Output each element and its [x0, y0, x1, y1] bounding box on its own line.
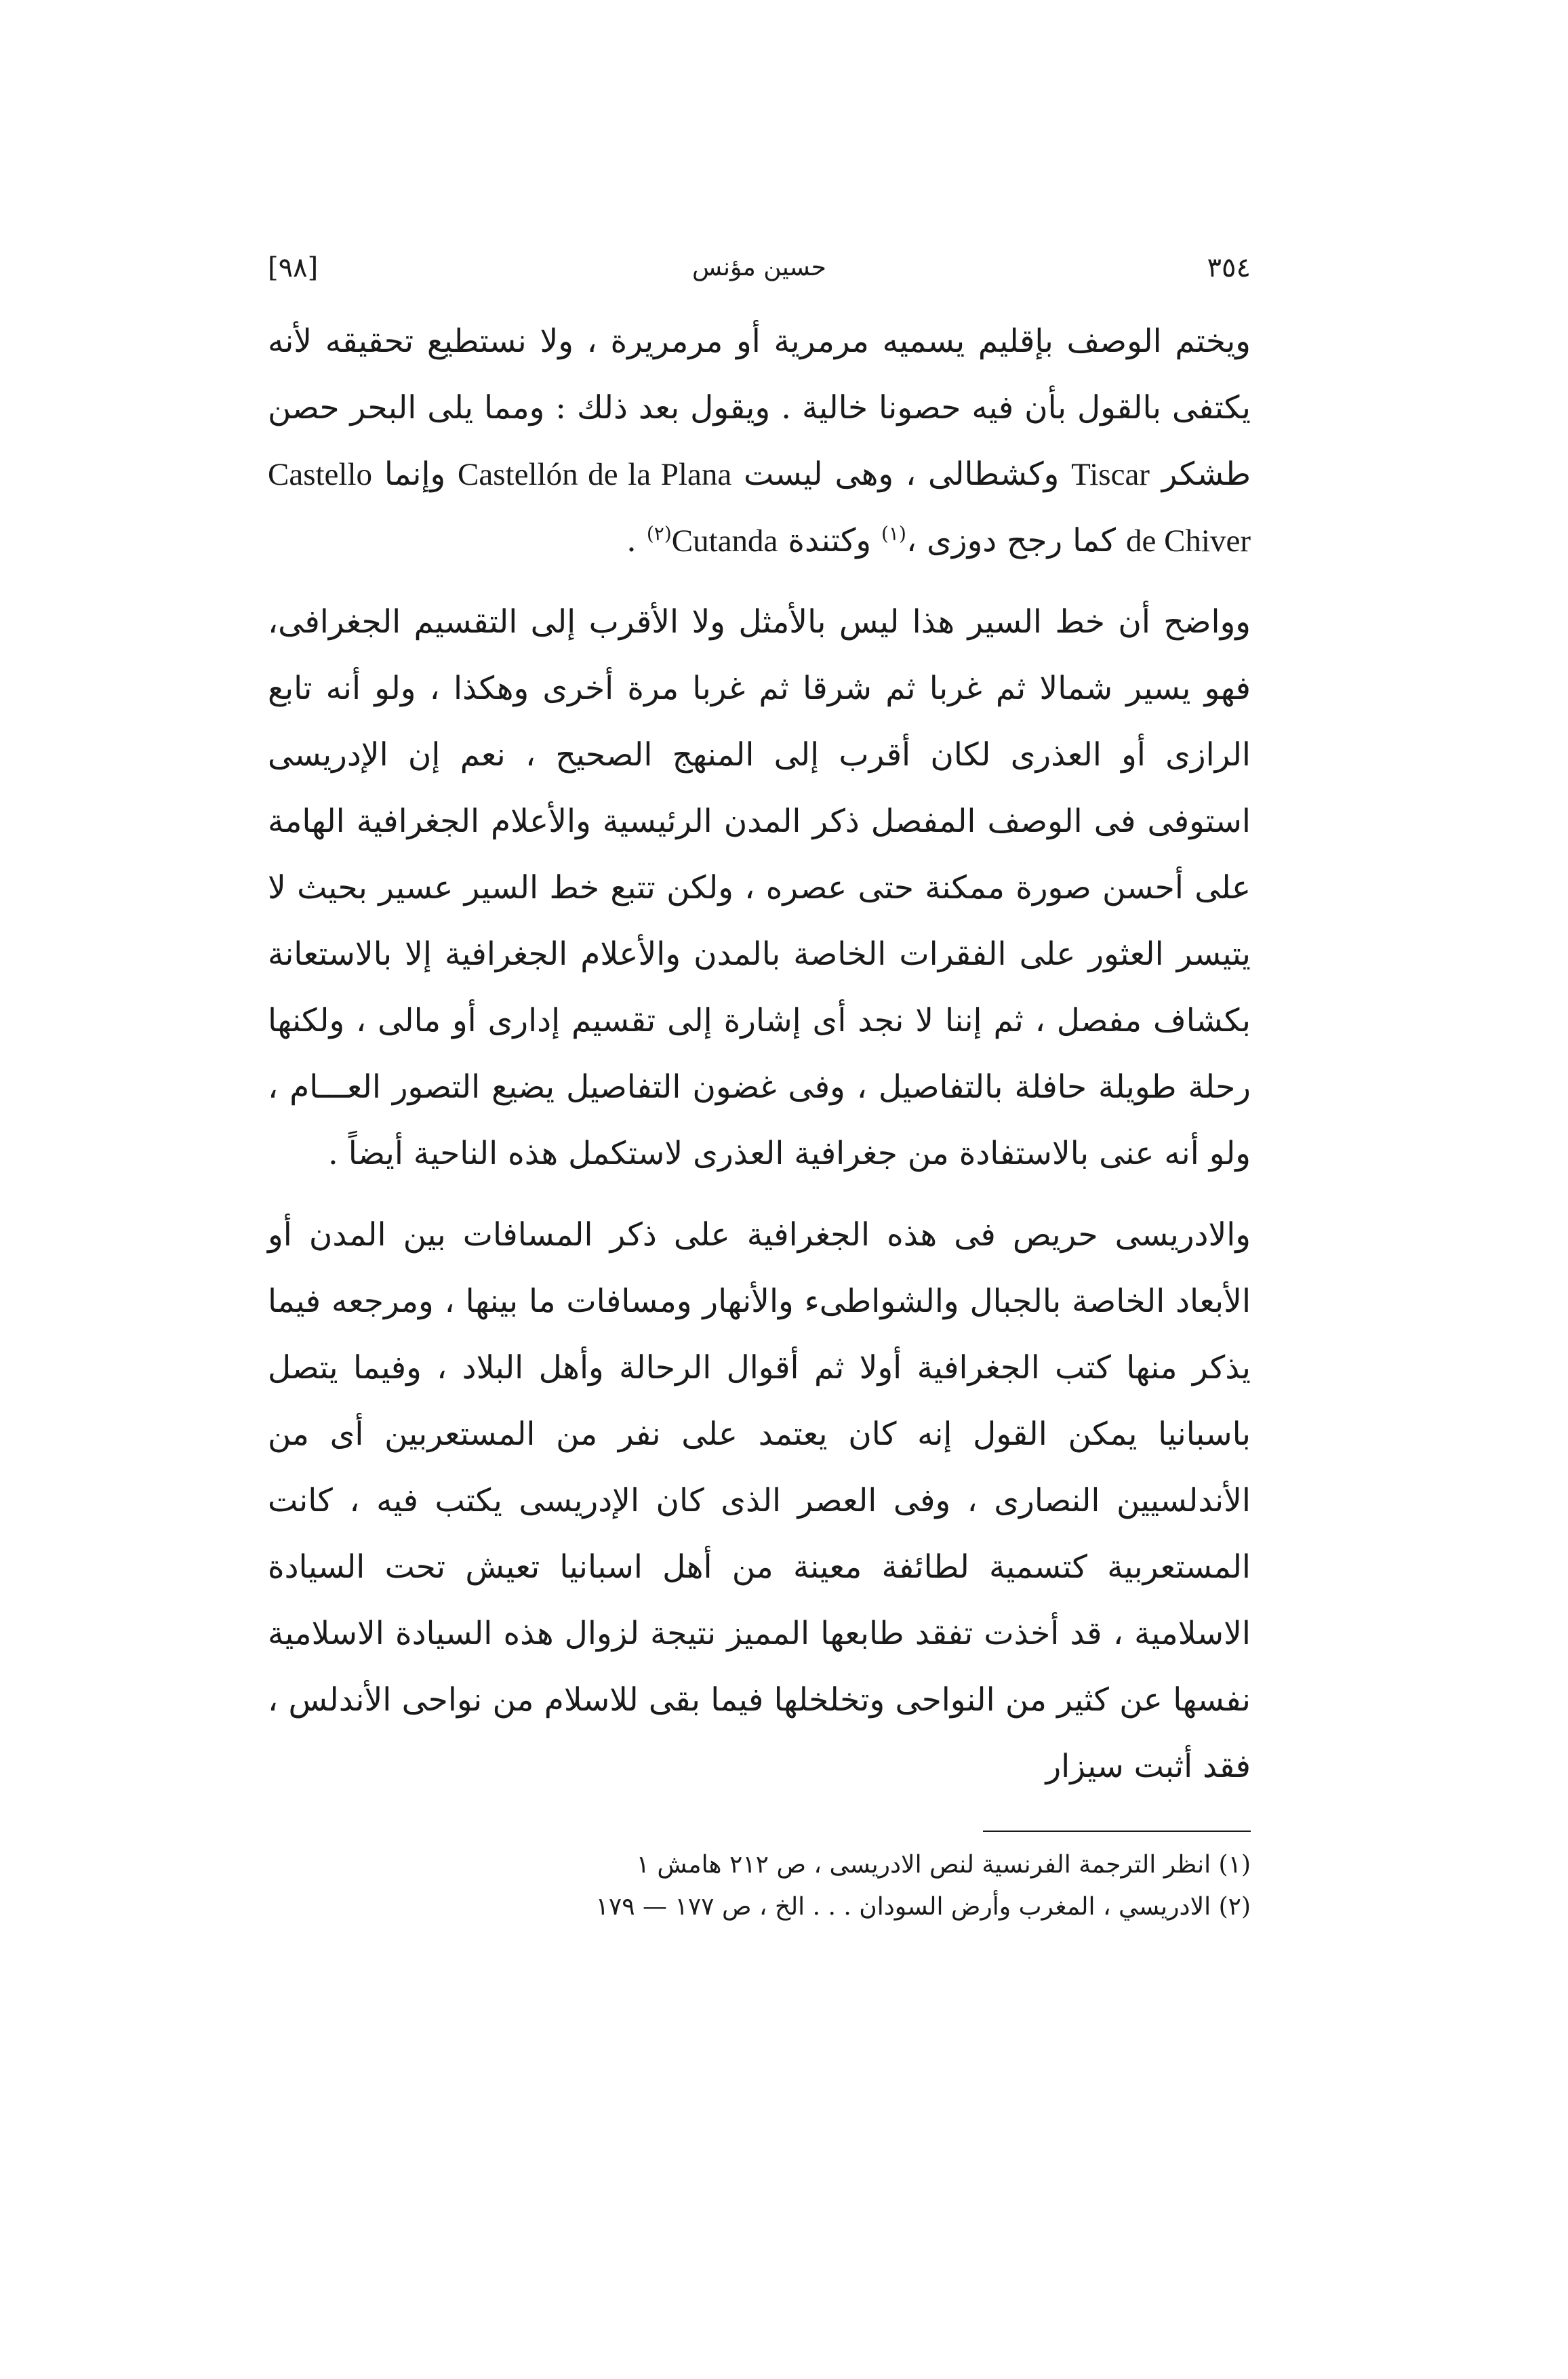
- original-page-marker: [٩٨]: [268, 252, 319, 283]
- footnotes: [268, 1844, 1251, 1928]
- book-page: [268, 244, 1251, 1928]
- footnote-1: (١) انظر الترجمة الفرنسية لنص الادريسى ، ص ٢١٢ هامش ١: [636, 1851, 1251, 1879]
- paragraph-1-text-e: وإنما: [372, 456, 458, 493]
- latin-name-cutanda: Cutanda: [671, 523, 778, 559]
- running-head-author: حسين مؤنس: [692, 254, 826, 281]
- paragraph-2: وواضح أن خط السير هذا ليس بالأمثل ولا الأقرب إلى التقسيم الجغرافى، فهو يسير شمالا ثم غربا ثم شرقا ثم غربا مرة أخرى وهكذا ، ولو أنه تابع الرازى أو العذرى لكان أقرب إلى المنهج الصحيح ، نعم إن الإدريسى استوفى فى الوصف المفصل ذكر المدن الرئيسية والأعلام الجغرافية الهامة على أحسن صورة ممكنة حتى عصره ، ولكن تتبع خط السير عسير بحيث لا يتيسر العثور على الفقرات الخاصة بالمدن والأعلام الجغرافية إلا بالاستعانة بكشاف مفصل ، ثم إننا لا نجد أى إشارة إلى تقسيم إدارى أو مالى ، ولكنها رحلة طويلة حافلة بالتفاصيل ، وفى غضون التفاصيل يضيع التصور العـــام ، ولو أنه عنى بالاستفادة من جغرافية العذرى لاستكمل هذه الناحية أيضاً .: [268, 603, 1251, 1172]
- paragraph-3: والادريسى حريص فى هذه الجغرافية على ذكر المسافات بين المدن أو الأبعاد الخاصة بالجبال والشواطىء والأنهار ومسافات ما بينها ، ومرجعه فيما يذكر منها كتب الجغرافية أولا ثم أقوال الرحالة وأهل البلاد ، وفيما يتصل باسبانيا يمكن القول إنه كان يعتمد على نفر من المستعربين أى من الأندلسيين النصارى ، وفى العصر الذى كان الإدريسى يكتب فيه ، كانت المستعربية كتسمية لطائفة معينة من أهل اسبانيا تعيش تحت السيادة الاسلامية ، قد أخذت تفقد طابعها المميز نتيجة لزوال هذه السيادة الاسلامية نفسها عن كثير من النواحى وتخلخلها فيما بقى للاسلام من نواحى الأندلس ، فقد أثبت سيزار: [268, 1216, 1251, 1785]
- latin-name-castello: Castello: [268, 457, 373, 492]
- footnote-ref-1: (١): [881, 522, 906, 545]
- page-number: ٣٥٤: [1207, 252, 1251, 283]
- paragraph-1: [268, 308, 1251, 574]
- footnote-ref-2: (٢): [646, 522, 672, 545]
- paragraph-1-text-k: .: [626, 522, 647, 559]
- paragraph-1-text-c: وكشطالى ، وهى ليست: [731, 456, 1072, 493]
- paragraph-1-text-h: كما رجح دوزى ،: [906, 522, 1126, 559]
- latin-name-de-chiver: de Chiver: [1125, 523, 1251, 559]
- footnote-divider: [983, 1831, 1251, 1832]
- latin-name-castellon: Castellón de la Plana: [458, 457, 732, 492]
- latin-name-tiscar: Tiscar: [1071, 457, 1150, 492]
- footnote-2: (٢) الادريسي ، المغرب وأرض السودان . . . الخ ، ص ١٧٧ — ١٧٩: [595, 1893, 1251, 1921]
- running-head: [268, 244, 1251, 292]
- paragraph-1-text-i: وكتندة: [778, 522, 882, 559]
- paragraph-1-text-a: ويختم الوصف بإقليم يسميه مرمرية أو مرمريرة ، ولا نستطيع تحقيقه لأنه يكتفى بالقول بأن فيه حصونا خالية . ويقول بعد ذلك : ومما يلى البحر حصن طشكر: [268, 323, 1251, 493]
